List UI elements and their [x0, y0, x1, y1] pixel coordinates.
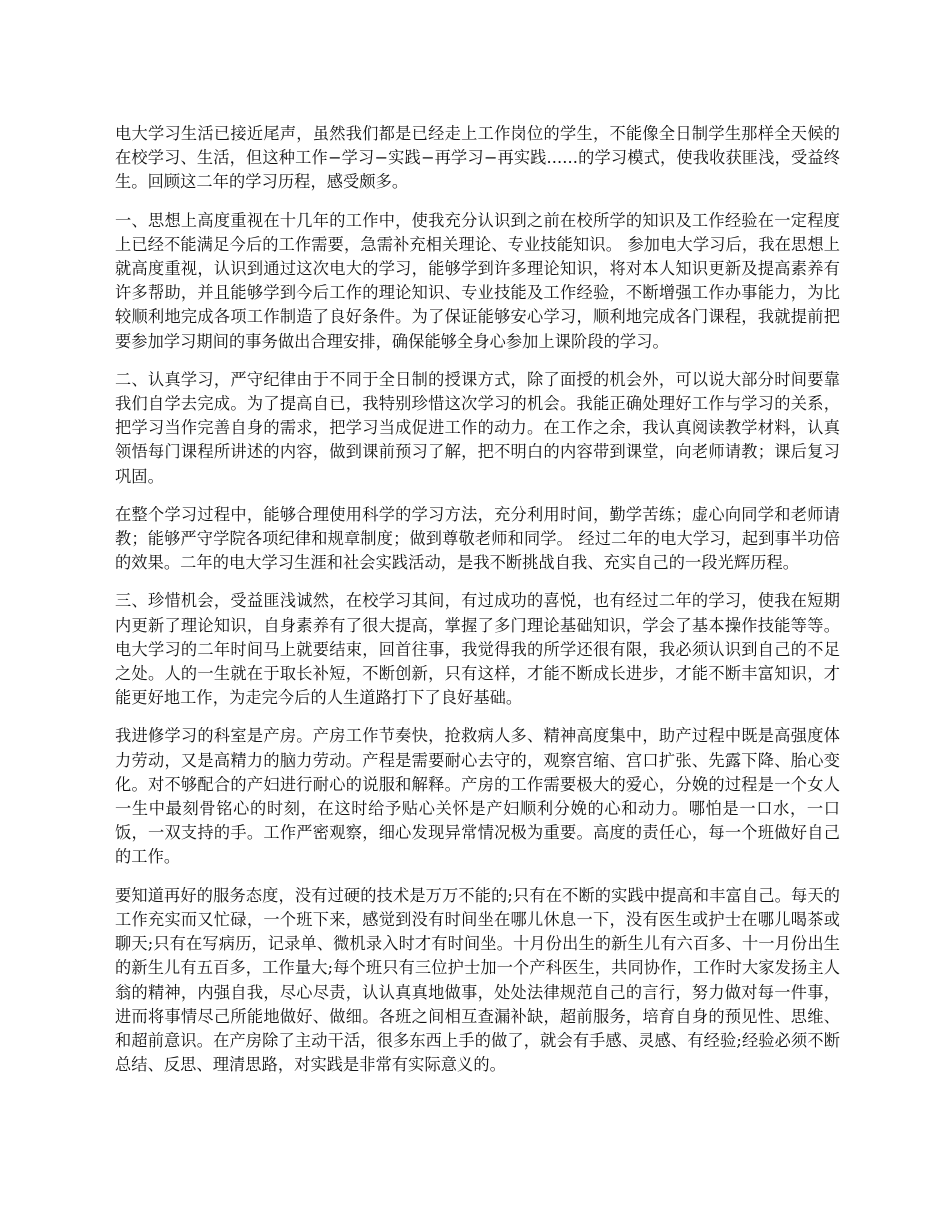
- paragraph-section-three: 三、珍惜机会，受益匪浅诚然，在校学习其间，有过成功的喜悦，也有经过二年的学习，使我在短期内更新了理论知识，自身素养有了很大提高，掌握了多门理论基础知识，学会了基本操作技能等等。电大学习的二年时间马上就要结束，回首往事，我觉得我的所学还很有限，我必须认识到自己的不足之处。人的一生就在于取长补短，不断创新，只有这样，才能不断成长进步，才能不断丰富知识，才能更好地工作，为走完今后的人生道路打下了良好基础。: [115, 591, 840, 708]
- paragraph-section-two: 二、认真学习，严守纪律由于不同于全日制的授课方式，除了面授的机会外，可以说大部分时间要靠我们自学去完成。为了提高自已，我特别珍惜这次学习的机会。我能正确处理好工作与学习的关系，把学习当作完善自身的需求，把学习当成促进工作的动力。在工作之余，我认真阅读教学材料，认真领悟每门课程所讲述的内容，做到课前预习了解，把不明白的内容带到课堂，向老师请教；课后复习巩固。: [115, 369, 840, 486]
- paragraph-delivery-room: 我进修学习的科室是产房。产房工作节奏快，抢救病人多、精神高度集中，助产过程中既是高强度体力劳动，又是高精力的脑力劳动。产程是需要耐心去守的，观察宫缩、宫口扩张、先露下降、胎心变化。对不够配合的产妇进行耐心的说服和解释。产房的工作需要极大的爱心，分娩的过程是一个女人一生中最刻骨铭心的时刻，在这时给予贴心关怀是产妇顺利分娩的心和动力。哪怕是一口水，一口饭，一双支持的手。工作严密观察，细心发现异常情况极为重要。高度的责任心，每一个班做好自己的工作。: [115, 726, 840, 867]
- paragraph-section-one: 一、思想上高度重视在十几年的工作中，使我充分认识到之前在校所学的知识及工作经验在一定程度上已经不能满足今后的工作需要，急需补充相关理论、专业技能知识。 参加电大学习后，我在思想上就高度重视，认识到通过这次电大的学习，能够学到许多理论知识，将对本人知识更新及提高素养有许多帮助，并且能够学到今后工作的理论知识、专业技能及工作经验，不断增强工作办事能力，为比较顺利地完成各项工作制造了良好条件。为了保证能够安心学习，顺利地完成各门课程，我就提前把要参加学习期间的事务做出合理安排，确保能够全身心参加上课阶段的学习。: [115, 210, 840, 351]
- paragraph-study-methods: 在整个学习过程中，能够合理使用科学的学习方法，充分利用时间，勤学苦练；虚心向同学和老师请教；能够严守学院各项纪律和规章制度；做到尊敬老师和同学。 经过二年的电大学习，起到事半功倍的效果。二年的电大学习生涯和社会实践活动，是我不断挑战自我、充实自己的一段光辉历程。: [115, 504, 840, 573]
- paragraph-intro: 电大学习生活已接近尾声，虽然我们都是已经走上工作岗位的学生，不能像全日制学生那样全天候的在校学习、生活，但这种工作−学习−实践−再学习−再实践......的学习模式，使我收获匪浅，受益终生。回顾这二年的学习历程，感受颇多。: [115, 124, 840, 192]
- document-page: [115, 122, 840, 1091]
- paragraph-service-skills: 要知道再好的服务态度，没有过硬的技术是万万不能的;只有在不断的实践中提高和丰富自己。每天的工作充实而又忙碌，一个班下来，感觉到没有时间坐在哪儿休息一下，没有医生或护士在哪儿喝茶或聊天;只有在写病历，记录单、微机录入时才有时间坐。十月份出生的新生儿有六百多、十一月份出生的新生儿有五百多，工作量大;每个班只有三位护士加一个产科医生，共同协作，工作时大家发扬主人翁的精神，内强自我，尽心尽责，认认真真地做事，处处法律规范自己的言行，努力做对每一件事，进而将事情尽己所能地做好、做细。各班之间相互查漏补缺，超前服务，培育自身的预见性、思维、和超前意识。在产房除了主动干活，很多东西上手的做了，就会有手感、灵感、有经验;经验必须不断总结、反思、理清思路，对实践是非常有实际意义的。: [115, 885, 840, 1075]
